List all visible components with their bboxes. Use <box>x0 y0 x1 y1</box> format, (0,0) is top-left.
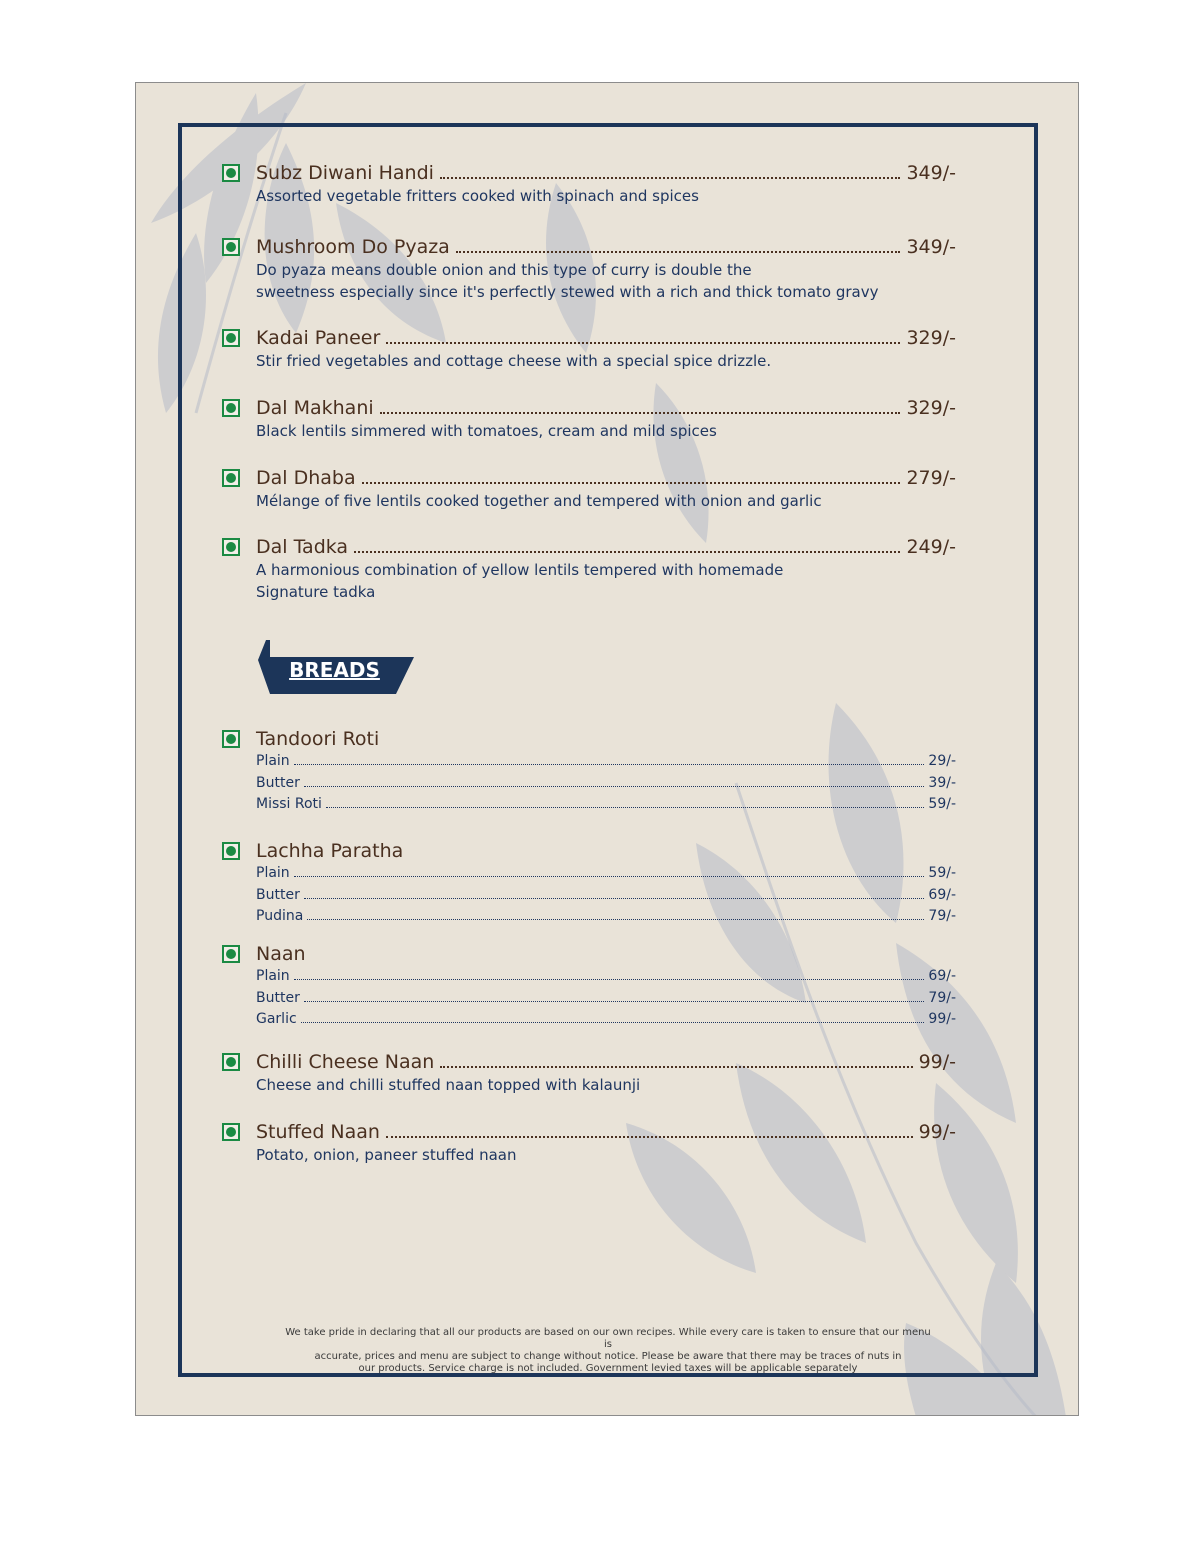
item-description: Stir fried vegetables and cottage cheese with a special spice drizzle. <box>256 352 772 370</box>
menu-item <box>256 839 956 928</box>
disclaimer-line: We take pride in declaring that all our products are based on our own recipes. While every care is taken to ensure that our menu is <box>285 1327 931 1350</box>
item-description: Black lentils simmered with tomatoes, cream and mild spices <box>256 422 717 440</box>
veg-indicator-icon <box>222 1053 240 1071</box>
variant-name: Plain <box>256 865 290 881</box>
item-price: 249/- <box>906 536 956 558</box>
menu-item <box>256 1050 956 1096</box>
dot-leader <box>362 482 901 484</box>
item-name: Kadai Paneer <box>256 327 381 349</box>
variant-row <box>256 966 956 988</box>
veg-indicator-icon <box>222 842 240 860</box>
variant-name: Missi Roti <box>256 796 322 812</box>
variant-row <box>256 1009 956 1031</box>
variant-row <box>256 863 956 885</box>
variant-price: 69/- <box>928 886 956 903</box>
menu-item <box>256 942 956 1031</box>
dot-leader <box>307 919 924 920</box>
veg-indicator-icon <box>222 469 240 487</box>
menu-item <box>256 466 956 512</box>
item-description: Mélange of five lentils cooked together and tempered with onion and garlic <box>256 492 822 510</box>
variant-row <box>256 906 956 928</box>
item-name: Subz Diwani Handi <box>256 162 434 184</box>
dot-leader <box>440 1066 912 1068</box>
menu-item <box>256 535 956 603</box>
dot-leader <box>301 1022 925 1023</box>
variant-price: 79/- <box>928 908 956 924</box>
menu-item <box>256 727 956 816</box>
item-name: Naan <box>256 943 306 965</box>
menu-item <box>256 1120 956 1166</box>
item-name: Dal Dhaba <box>256 467 356 489</box>
item-description: sweetness especially since it's perfectly stewed with a rich and thick tomato gravy <box>256 283 879 301</box>
dot-leader <box>456 251 901 253</box>
dot-leader <box>294 979 925 980</box>
item-name: Lachha Paratha <box>256 840 404 862</box>
item-price: 349/- <box>906 162 956 184</box>
veg-indicator-icon <box>222 399 240 417</box>
disclaimer-line: our products. Service charge is not included. Government levied taxes will be applicable separately <box>358 1363 858 1374</box>
item-description: Do pyaza means double onion and this type of curry is double the <box>256 261 752 279</box>
variant-price: 29/- <box>928 753 956 769</box>
dot-leader <box>380 412 901 414</box>
variant-name: Butter <box>256 886 300 903</box>
variant-row <box>256 988 956 1010</box>
section-heading-breads <box>256 638 416 694</box>
dot-leader <box>326 807 924 808</box>
item-price: 99/- <box>918 1051 956 1073</box>
item-price: 349/- <box>906 236 956 258</box>
item-name: Mushroom Do Pyaza <box>256 236 450 258</box>
disclaimer <box>284 1327 932 1375</box>
variant-name: Pudina <box>256 908 304 924</box>
item-description: Cheese and chilli stuffed naan topped with kalaunji <box>256 1076 641 1094</box>
item-price: 329/- <box>906 397 956 419</box>
menu-item <box>256 396 956 442</box>
veg-indicator-icon <box>222 238 240 256</box>
item-price: 279/- <box>906 467 956 489</box>
dot-leader <box>386 1136 913 1138</box>
dot-leader <box>294 876 925 877</box>
variant-row <box>256 794 956 816</box>
item-description: Potato, onion, paneer stuffed naan <box>256 1146 517 1164</box>
item-description: Assorted vegetable fritters cooked with spinach and spices <box>256 187 699 205</box>
variant-price: 79/- <box>928 989 956 1006</box>
item-name: Dal Makhani <box>256 397 374 419</box>
dot-leader <box>354 551 900 553</box>
dot-leader <box>386 342 900 344</box>
dot-leader <box>304 786 925 787</box>
item-description: Signature tadka <box>256 583 376 601</box>
variant-price: 99/- <box>928 1011 956 1027</box>
dot-leader <box>304 1001 925 1002</box>
variant-name: Plain <box>256 753 290 769</box>
item-price: 99/- <box>918 1121 956 1143</box>
menu-item <box>256 326 956 372</box>
variant-price: 59/- <box>928 796 956 812</box>
veg-indicator-icon <box>222 164 240 182</box>
variant-name: Plain <box>256 968 290 984</box>
item-name: Stuffed Naan <box>256 1121 380 1143</box>
veg-indicator-icon <box>222 945 240 963</box>
item-price: 329/- <box>906 327 956 349</box>
item-name: Chilli Cheese Naan <box>256 1051 435 1073</box>
item-description: A harmonious combination of yellow lentils tempered with homemade <box>256 561 784 579</box>
dot-leader <box>294 764 925 765</box>
disclaimer-line: accurate, prices and menu are subject to change without notice. Please be aware that there may be traces of nuts in <box>314 1351 902 1362</box>
section-title: BREADS <box>289 658 380 682</box>
variant-price: 39/- <box>928 774 956 791</box>
variant-name: Butter <box>256 774 300 791</box>
veg-indicator-icon <box>222 538 240 556</box>
variant-name: Garlic <box>256 1011 297 1027</box>
menu-item <box>256 161 956 207</box>
item-name: Dal Tadka <box>256 536 349 558</box>
dot-leader <box>304 898 925 899</box>
variant-row <box>256 773 956 795</box>
veg-indicator-icon <box>222 329 240 347</box>
veg-indicator-icon <box>222 1123 240 1141</box>
menu-item <box>256 235 956 303</box>
variant-row <box>256 885 956 907</box>
variant-price: 59/- <box>928 865 956 881</box>
dot-leader <box>440 177 901 179</box>
menu-page <box>135 82 1079 1416</box>
veg-indicator-icon <box>222 730 240 748</box>
item-name: Tandoori Roti <box>256 728 380 750</box>
variant-price: 69/- <box>928 968 956 984</box>
variant-row <box>256 751 956 773</box>
variant-name: Butter <box>256 989 300 1006</box>
